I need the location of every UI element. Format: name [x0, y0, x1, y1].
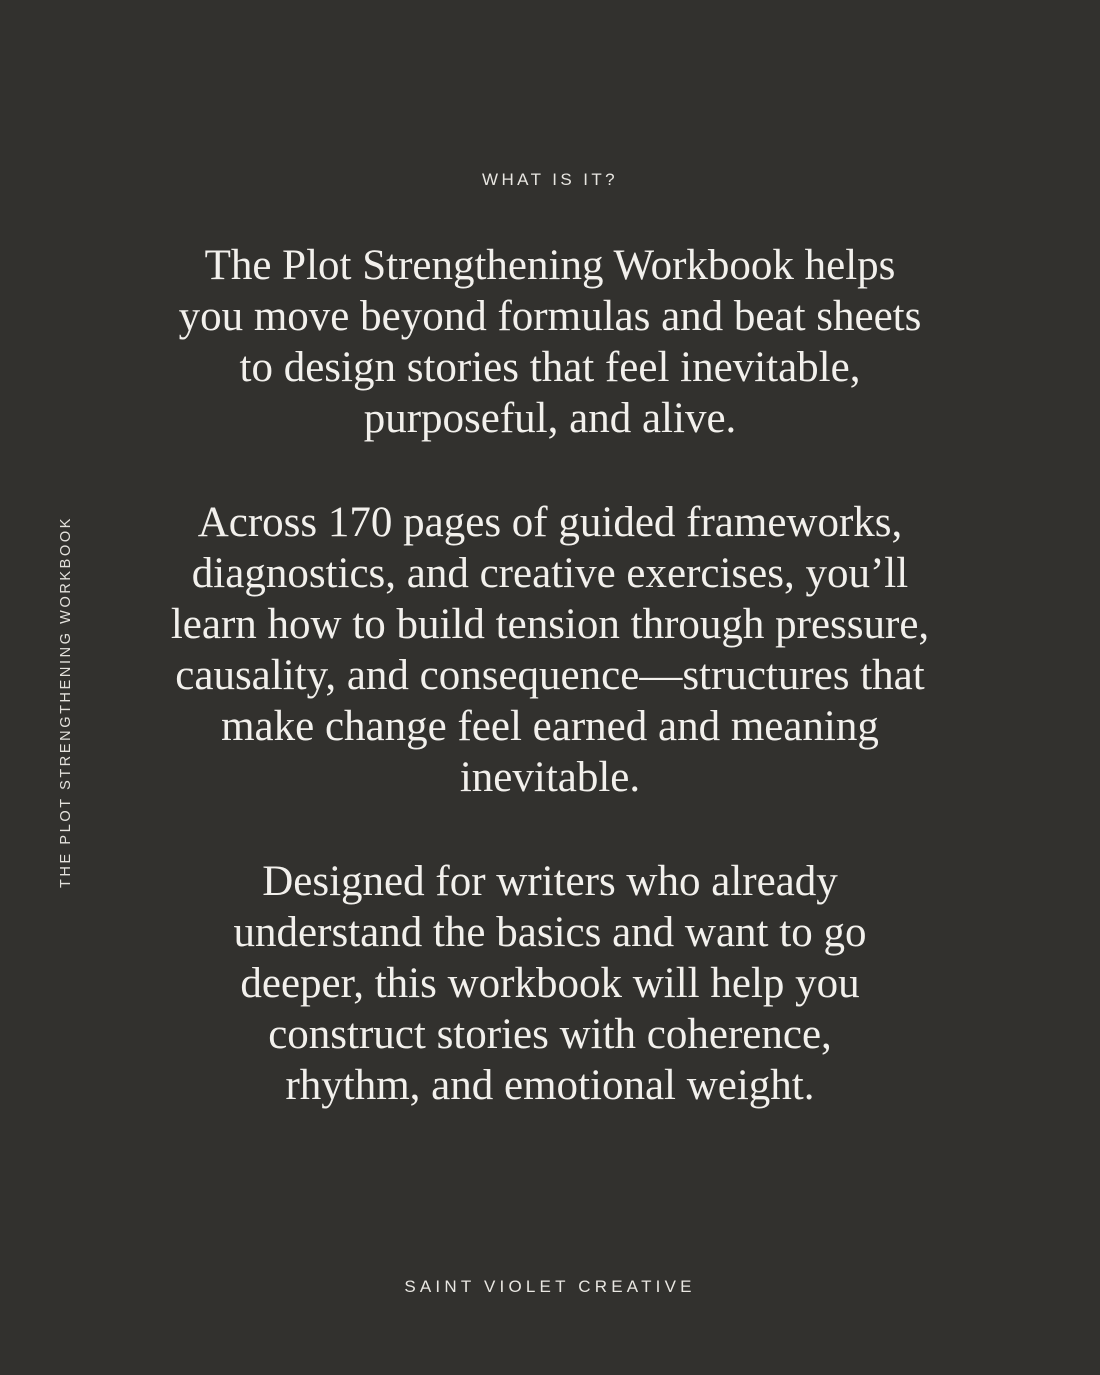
brand-footer: SAINT VIOLET CREATIVE: [404, 1277, 696, 1296]
section-eyebrow-label: WHAT IS IT?: [482, 170, 618, 189]
paragraph: Across 170 pages of guided frameworks, diagnostics, and creative exercises, you’ll learn how to build tension through pressure, causality, and consequence—structures that make change feel earned and meaning inevitable.: [170, 498, 930, 802]
paragraph: Designed for writers who already understand the basics and want to go deeper, this workbook will help you construct stories with coherence, rhythm, and emotional weight.: [233, 857, 867, 1110]
body-copy: [150, 240, 950, 1111]
paragraph: The Plot Strengthening Workbook helps you move beyond formulas and beat sheets to design stories that feel inevitable, purposeful, and alive.: [178, 242, 922, 443]
vertical-product-title: THE PLOT STRENGTHENING WORKBOOK: [58, 516, 74, 888]
